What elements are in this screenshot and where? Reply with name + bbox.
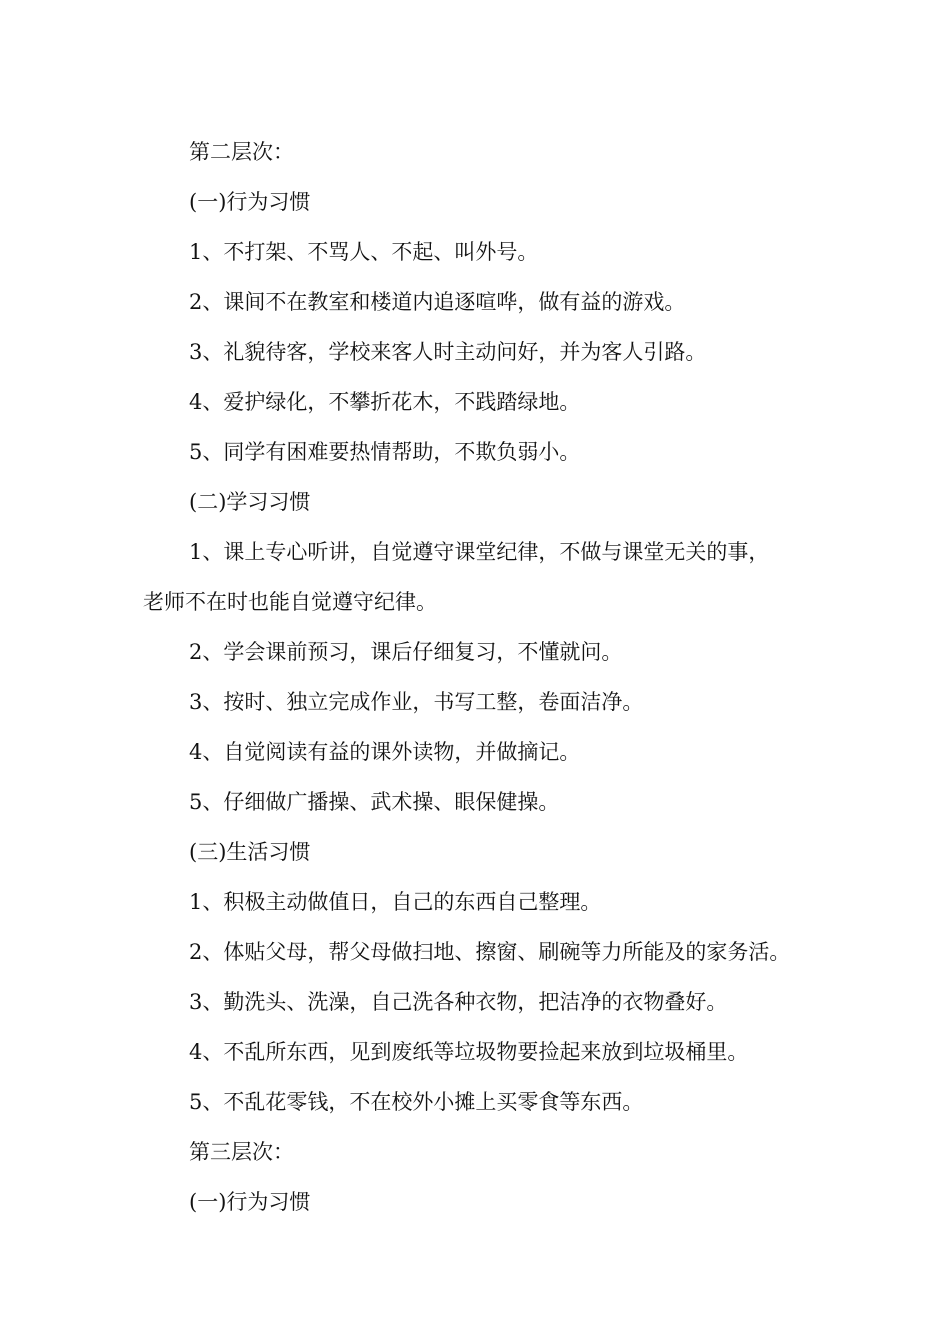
subsection-heading: (三)生活习惯 xyxy=(189,840,311,864)
list-item: 2、学会课前预习，课后仔细复习，不懂就问。 xyxy=(189,640,623,664)
section-heading: 第二层次： xyxy=(189,140,294,164)
list-item: 1、积极主动做值日，自己的东西自己整理。 xyxy=(189,890,602,914)
subsection-heading: (一)行为习惯 xyxy=(189,190,311,214)
list-item: 3、按时、独立完成作业，书写工整，卷面洁净。 xyxy=(189,690,644,714)
list-item: 1、不打架、不骂人、不起、叫外号。 xyxy=(189,240,539,264)
list-item: 5、同学有困难要热情帮助，不欺负弱小。 xyxy=(189,440,581,464)
list-item: 5、不乱花零钱，不在校外小摊上买零食等东西。 xyxy=(189,1090,644,1114)
list-item-continuation: 老师不在时也能自觉遵守纪律。 xyxy=(143,590,437,614)
list-item: 3、礼貌待客，学校来客人时主动问好，并为客人引路。 xyxy=(189,340,707,364)
list-item: 2、体贴父母，帮父母做扫地、擦窗、刷碗等力所能及的家务活。 xyxy=(189,940,791,964)
section-heading: 第三层次： xyxy=(189,1140,294,1164)
list-item: 2、课间不在教室和楼道内追逐喧哗，做有益的游戏。 xyxy=(189,290,686,314)
list-item: 3、勤洗头、洗澡，自己洗各种衣物，把洁净的衣物叠好。 xyxy=(189,990,728,1014)
list-item: 4、不乱所东西，见到废纸等垃圾物要捡起来放到垃圾桶里。 xyxy=(189,1040,749,1064)
list-item: 5、仔细做广播操、武术操、眼保健操。 xyxy=(189,790,560,814)
list-item: 1、课上专心听讲，自觉遵守课堂纪律，不做与课堂无关的事， xyxy=(189,540,770,564)
list-item: 4、爱护绿化，不攀折花木，不践踏绿地。 xyxy=(189,390,581,414)
subsection-heading: (一)行为习惯 xyxy=(189,1190,311,1214)
list-item: 4、自觉阅读有益的课外读物，并做摘记。 xyxy=(189,740,581,764)
document-body xyxy=(143,127,823,1227)
subsection-heading: (二)学习习惯 xyxy=(189,490,311,514)
